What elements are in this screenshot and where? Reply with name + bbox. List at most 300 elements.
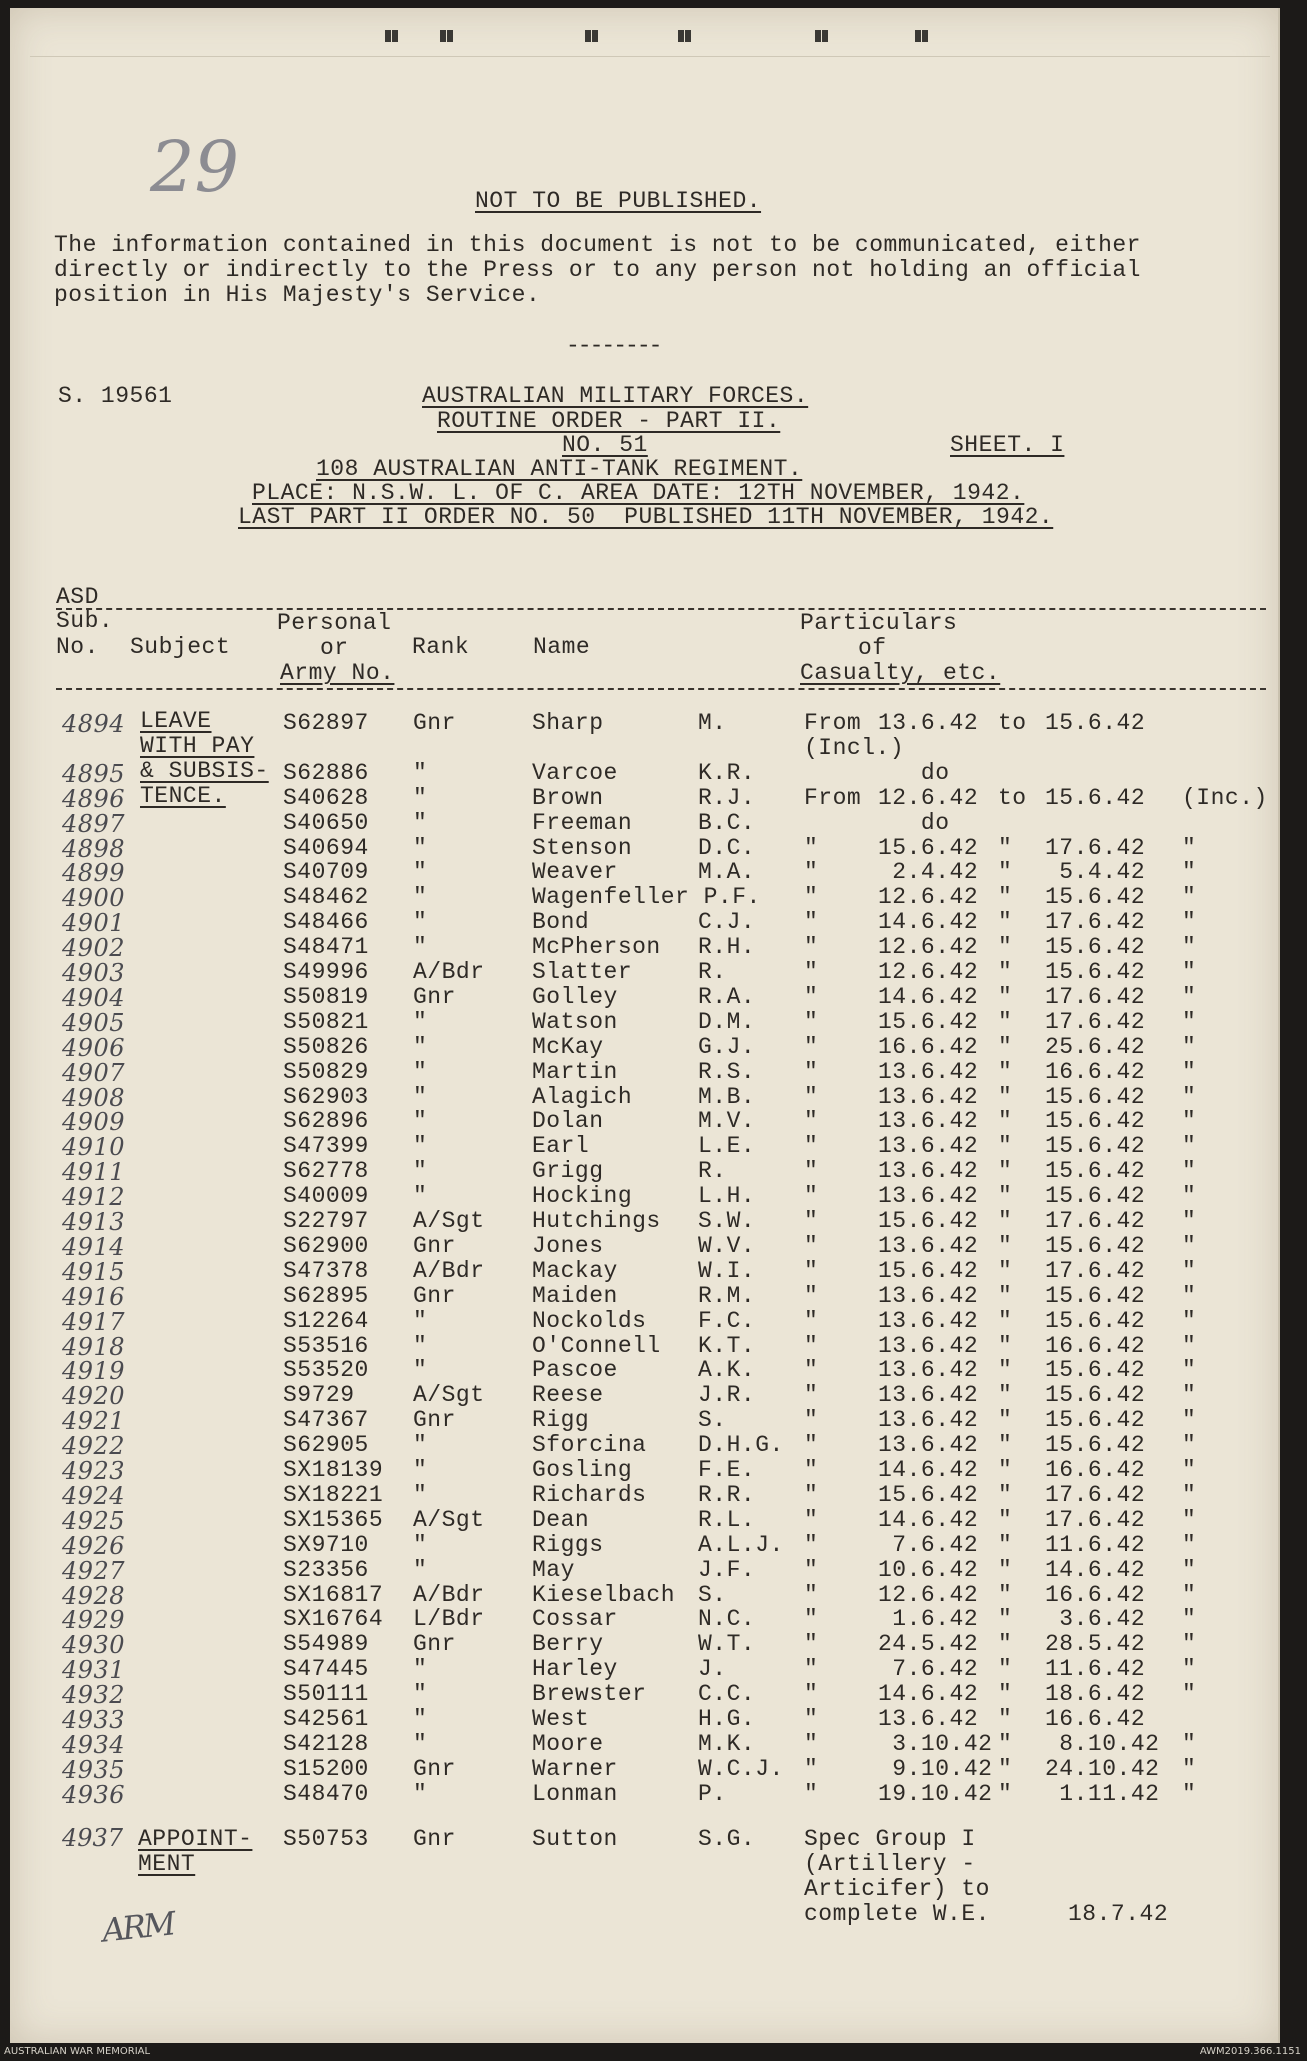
- surname: Stenson: [532, 834, 633, 861]
- rank: ": [413, 759, 428, 786]
- initials: N.C.: [698, 1606, 756, 1633]
- subject-line: LEAVE: [140, 708, 212, 734]
- to-label: ": [998, 1481, 1013, 1508]
- to-label: ": [998, 1606, 1013, 1633]
- from-label: From: [804, 710, 862, 736]
- army-number: S40628: [283, 784, 369, 811]
- to-date: 16.6.42: [1045, 1058, 1146, 1085]
- sub-number: 4925: [62, 1506, 126, 1535]
- to-label: ": [998, 1033, 1013, 1060]
- surname: Richards: [532, 1481, 647, 1508]
- footer-credit: AUSTRALIAN WAR MEMORIAL: [4, 2046, 151, 2057]
- army-number: SX9710: [283, 1531, 369, 1558]
- from-label: ": [804, 1457, 819, 1483]
- to-label: ": [998, 859, 1013, 886]
- sub-number: 4897: [62, 809, 126, 838]
- from-label: ": [804, 884, 819, 911]
- to-label: ": [998, 1332, 1013, 1359]
- army-number: S40709: [283, 859, 369, 886]
- surname: Grigg: [532, 1158, 604, 1185]
- surname: Cossar: [532, 1606, 618, 1633]
- surname: McPherson: [532, 934, 661, 961]
- sub-number: 4902: [62, 934, 126, 963]
- punch-hole: [447, 30, 453, 42]
- from-date: 13.6.42: [878, 1382, 979, 1409]
- inclusive-mark: ": [1182, 1108, 1197, 1135]
- from-date: 13.6.42: [878, 1307, 979, 1334]
- inclusive-mark: ": [1182, 1457, 1197, 1483]
- to-date: 17.6.42: [1045, 1208, 1146, 1234]
- army-number: S23356: [283, 1556, 369, 1583]
- table-row: [10, 1058, 1280, 1087]
- table-row: [10, 1357, 1280, 1386]
- sub-number: 4934: [62, 1730, 126, 1759]
- initials: W.C.J.: [698, 1755, 784, 1782]
- surname: Berry: [532, 1631, 604, 1658]
- surname: Maiden: [532, 1282, 618, 1309]
- table-row: [10, 1133, 1280, 1162]
- sub-number: 4915: [62, 1257, 126, 1286]
- to-label: ": [998, 1730, 1013, 1757]
- sub-number: 4898: [62, 834, 126, 863]
- initials: J.F.: [698, 1556, 756, 1583]
- table-row: [10, 1780, 1280, 1809]
- table-row: [10, 1581, 1280, 1610]
- surname: Kieselbach: [532, 1581, 676, 1608]
- rank: Gnr: [413, 1282, 456, 1309]
- from-label: From: [804, 784, 862, 811]
- army-number: S47399: [283, 1133, 369, 1160]
- to-label: ": [998, 1108, 1013, 1135]
- army-number: S50821: [283, 1008, 369, 1035]
- from-label: ": [804, 1332, 819, 1359]
- table-row: [10, 1681, 1280, 1710]
- to-date: 15.6.42: [1045, 1232, 1146, 1259]
- from-label: ": [804, 1307, 819, 1334]
- from-label: ": [804, 1158, 819, 1185]
- from-label: ": [804, 1531, 819, 1558]
- sub-number: 4919: [62, 1357, 126, 1386]
- appointment-date: 18.7.42: [1068, 1901, 1169, 1927]
- to-label: ": [998, 1232, 1013, 1259]
- to-label: ": [998, 1631, 1013, 1658]
- from-label: ": [804, 1656, 819, 1683]
- sub-number: 4905: [62, 1008, 126, 1037]
- rank: ": [413, 1706, 428, 1732]
- inclusive-mark: ": [1182, 1307, 1197, 1334]
- from-label: ": [804, 1108, 819, 1135]
- to-label: ": [998, 1706, 1013, 1732]
- to-label: to: [998, 710, 1027, 736]
- table-row: [10, 1432, 1280, 1461]
- surname: Dolan: [532, 1108, 604, 1135]
- inclusive-mark: ": [1182, 1282, 1197, 1309]
- to-label: ": [998, 1282, 1013, 1309]
- table-row: [10, 735, 1280, 760]
- to-label: ": [998, 959, 1013, 985]
- header-or: or: [320, 635, 349, 661]
- sub-number: 4909: [62, 1108, 126, 1137]
- reference-number: S. 19561: [58, 383, 173, 409]
- surname: Watson: [532, 1008, 618, 1035]
- from-date: 15.6.42: [878, 1208, 979, 1234]
- initials: F.E.: [698, 1457, 756, 1483]
- surname: Golley: [532, 983, 618, 1010]
- to-date: 15.6.42: [1045, 1133, 1146, 1160]
- inclusive-mark: ": [1182, 959, 1197, 985]
- inclusive-mark: ": [1182, 1481, 1197, 1508]
- subject-line: MENT: [138, 1851, 196, 1877]
- table-row: [10, 1755, 1280, 1784]
- from-date: 9.10.42: [878, 1755, 993, 1782]
- rank: ": [413, 1780, 428, 1807]
- footer-bar: [0, 2044, 1307, 2061]
- sub-number: 4910: [62, 1133, 126, 1162]
- sub-number: 4926: [62, 1531, 126, 1560]
- to-label: ": [998, 1681, 1013, 1708]
- to-date: 15.6.42: [1045, 784, 1146, 811]
- to-date: 17.6.42: [1045, 1257, 1146, 1284]
- rank: A/Sgt: [413, 1382, 485, 1409]
- from-label: ": [804, 1382, 819, 1409]
- surname: Freeman: [532, 809, 633, 836]
- table-row: [10, 1656, 1280, 1685]
- rank: Gnr: [413, 1407, 456, 1434]
- from-date: 13.6.42: [878, 1706, 979, 1732]
- sub-number: 4937: [62, 1824, 124, 1852]
- to-label: ": [998, 1133, 1013, 1160]
- from-date: 15.6.42: [878, 1008, 979, 1035]
- surname: Sutton: [532, 1826, 618, 1852]
- inclusive-mark: ": [1182, 1208, 1197, 1234]
- rank: ": [413, 859, 428, 886]
- initials: W.V.: [698, 1232, 756, 1259]
- surname: O'Connell: [532, 1332, 661, 1359]
- header-name: Name: [533, 634, 591, 660]
- surname: Riggs: [532, 1531, 604, 1558]
- inclusive-mark: ": [1182, 1730, 1197, 1757]
- table-row: [10, 1108, 1280, 1137]
- army-number: S42128: [283, 1730, 369, 1757]
- inclusive-mark: ": [1182, 1058, 1197, 1085]
- sub-number: 4924: [62, 1481, 126, 1510]
- inclusive-mark: ": [1182, 1332, 1197, 1359]
- inclusive-mark: ": [1182, 934, 1197, 961]
- table-row: [10, 983, 1280, 1012]
- initials: W.I.: [698, 1257, 756, 1284]
- rank: ": [413, 1083, 428, 1110]
- to-label: ": [998, 1407, 1013, 1434]
- from-label: ": [804, 1008, 819, 1035]
- to-date: 15.6.42: [1045, 710, 1146, 736]
- table-row: [10, 1307, 1280, 1336]
- from-date: 13.6.42: [878, 1108, 979, 1135]
- inclusive-mark: ": [1182, 909, 1197, 936]
- army-number: S50826: [283, 1033, 369, 1060]
- initials: C.C.: [698, 1681, 756, 1708]
- to-date: 17.6.42: [1045, 834, 1146, 861]
- initials: L.E.: [698, 1133, 756, 1160]
- header-particulars: Particulars: [800, 610, 958, 636]
- surname: Martin: [532, 1058, 618, 1085]
- sub-number: 4917: [62, 1307, 126, 1336]
- initials: R.M.: [698, 1282, 756, 1309]
- from-date: 2.4.42: [878, 859, 979, 886]
- order-number: NO. 51: [562, 432, 648, 458]
- to-date: 1.11.42: [1045, 1780, 1160, 1807]
- army-number: S49996: [283, 959, 369, 985]
- from-label: ": [804, 1083, 819, 1110]
- rank: ": [413, 934, 428, 961]
- from-date: 14.6.42: [878, 909, 979, 936]
- table-row: [10, 1481, 1280, 1510]
- to-date: 5.4.42: [1045, 859, 1146, 886]
- separator-dashes: --------: [566, 333, 661, 359]
- punch-hole: [922, 30, 928, 42]
- army-number: S62896: [283, 1108, 369, 1135]
- army-number: S47378: [283, 1257, 369, 1284]
- army-number: S50819: [283, 983, 369, 1010]
- table-row: [10, 1158, 1280, 1187]
- from-label: ": [804, 1780, 819, 1807]
- header-rank: Rank: [412, 634, 470, 660]
- from-label: ": [804, 1208, 819, 1234]
- initials: M.K.: [698, 1730, 756, 1757]
- inclusive-mark: ": [1182, 1631, 1197, 1658]
- inclusive-mark: ": [1182, 1780, 1197, 1807]
- from-date: do: [878, 759, 950, 786]
- to-date: 16.6.42: [1045, 1332, 1146, 1359]
- surname: Hocking: [532, 1183, 633, 1210]
- sub-number: 4914: [62, 1232, 126, 1261]
- header-sub: Sub.: [56, 608, 114, 634]
- inclusive-mark: ": [1182, 1755, 1197, 1782]
- from-label: ": [804, 1481, 819, 1508]
- sub-number: 4911: [62, 1158, 126, 1187]
- particulars-line: Articifer) to: [804, 1876, 990, 1902]
- to-label: ": [998, 1506, 1013, 1533]
- to-label: ": [998, 1581, 1013, 1608]
- to-date: 18.6.42: [1045, 1681, 1146, 1708]
- rank: ": [413, 1681, 428, 1708]
- inclusive-mark: ": [1182, 1008, 1197, 1035]
- table-row: [10, 1606, 1280, 1635]
- particulars-line: complete W.E.: [804, 1901, 990, 1927]
- initials: S.G.: [698, 1826, 756, 1852]
- to-date: 24.10.42: [1045, 1755, 1160, 1782]
- inclusive-mark: ": [1182, 1606, 1197, 1633]
- initials: C.J.: [698, 909, 756, 936]
- from-date: 16.6.42: [878, 1033, 979, 1060]
- from-date: 13.6.42: [878, 1158, 979, 1185]
- army-number: SX15365: [283, 1506, 384, 1533]
- initials: S.W.: [698, 1208, 756, 1234]
- army-number: S53516: [283, 1332, 369, 1359]
- initials: R.H.: [698, 934, 756, 961]
- inclusive-mark: ": [1182, 1133, 1197, 1160]
- sub-number: 4923: [62, 1457, 126, 1485]
- initials: W.T.: [698, 1631, 756, 1658]
- army-number: S15200: [283, 1755, 369, 1782]
- rank: ": [413, 1008, 428, 1035]
- table-row: [10, 934, 1280, 963]
- surname: Rigg: [532, 1407, 590, 1434]
- to-date: 25.6.42: [1045, 1033, 1146, 1060]
- from-date: 12.6.42: [878, 934, 979, 961]
- rank: ": [413, 1457, 428, 1483]
- rank: Gnr: [413, 710, 456, 736]
- army-number: S62903: [283, 1083, 369, 1110]
- table-row: [10, 1556, 1280, 1585]
- from-label: ": [804, 1033, 819, 1060]
- surname: Brewster: [532, 1681, 647, 1708]
- header-rule: [56, 608, 1266, 610]
- surname: McKay: [532, 1033, 604, 1060]
- table-row: [10, 1208, 1280, 1236]
- header-army-no: Army No.: [280, 660, 395, 686]
- rank: Gnr: [413, 1826, 456, 1852]
- surname: Sharp: [532, 710, 604, 736]
- punch-hole: [392, 30, 398, 42]
- army-number: S62905: [283, 1432, 369, 1459]
- surname: Earl: [532, 1133, 590, 1160]
- rank: ": [413, 1108, 428, 1135]
- initials: A.K.: [698, 1357, 756, 1384]
- army-number: S50829: [283, 1058, 369, 1085]
- to-date: 17.6.42: [1045, 1008, 1146, 1035]
- from-label: ": [804, 1432, 819, 1459]
- army-number: S62778: [283, 1158, 369, 1185]
- to-date: 16.6.42: [1045, 1457, 1146, 1483]
- to-label: ": [998, 1158, 1013, 1185]
- surname: Mackay: [532, 1257, 618, 1284]
- initials: F.C.: [698, 1307, 756, 1334]
- document-sheet: [10, 8, 1280, 2043]
- table-row: [10, 710, 1280, 738]
- subject-line: & SUBSIS-: [140, 758, 269, 784]
- sub-number: 4895: [62, 759, 126, 788]
- to-label: ": [998, 1432, 1013, 1459]
- initials: M.: [698, 710, 727, 736]
- army-number: S62900: [283, 1232, 369, 1259]
- surname: Hutchings: [532, 1208, 661, 1234]
- from-label: ": [804, 1282, 819, 1309]
- initials: S.: [698, 1407, 727, 1434]
- inclusive-mark: ": [1182, 1531, 1197, 1558]
- rank: ": [413, 1531, 428, 1558]
- rank: ": [413, 884, 428, 911]
- initials: M.A.: [698, 859, 756, 886]
- from-date: 10.6.42: [878, 1556, 979, 1583]
- army-number: S62886: [283, 759, 369, 786]
- army-number: S62897: [283, 710, 369, 736]
- initials: J.R.: [698, 1382, 756, 1409]
- surname: Weaver: [532, 859, 618, 886]
- from-label: ": [804, 1706, 819, 1732]
- notice-line: The information contained in this document is not to be communicated, either: [54, 232, 1141, 258]
- header-subject: Subject: [130, 634, 231, 660]
- initials: M.V.: [698, 1108, 756, 1135]
- last-order: LAST PART II ORDER NO. 50 PUBLISHED 11TH NOVEMBER, 1942.: [238, 504, 1054, 530]
- army-number: S48466: [283, 909, 369, 936]
- to-date: 15.6.42: [1045, 1307, 1146, 1334]
- title-line-routine-order: ROUTINE ORDER - PART II.: [437, 408, 781, 434]
- header-rule: [56, 688, 1266, 690]
- from-label: ": [804, 859, 819, 886]
- to-date: 8.10.42: [1045, 1730, 1160, 1757]
- table-row: [10, 834, 1280, 863]
- from-label: ": [804, 1183, 819, 1210]
- initials: R.J.: [698, 784, 756, 811]
- to-label: ": [998, 983, 1013, 1010]
- to-label: ": [998, 834, 1013, 861]
- rank: ": [413, 1730, 428, 1757]
- from-label: ": [804, 1631, 819, 1658]
- table-row: [10, 1332, 1280, 1361]
- initials: R.S.: [698, 1058, 756, 1085]
- initials: R.L.: [698, 1506, 756, 1533]
- initials: R.: [698, 959, 727, 985]
- header-asd: ASD: [56, 584, 99, 610]
- surname: Bond: [532, 909, 590, 936]
- sub-number: 4921: [62, 1407, 126, 1436]
- rank: A/Sgt: [413, 1208, 485, 1234]
- to-date: 15.6.42: [1045, 959, 1146, 985]
- from-label: ": [804, 1581, 819, 1608]
- table-row: [10, 859, 1280, 888]
- surname: Gosling: [532, 1457, 633, 1483]
- sub-number: 4906: [62, 1033, 126, 1062]
- table-row: [10, 1183, 1280, 1212]
- to-date: 17.6.42: [1045, 983, 1146, 1010]
- inclusive-mark: ": [1182, 1432, 1197, 1459]
- army-number: S42561: [283, 1706, 369, 1732]
- to-label: ": [998, 1531, 1013, 1558]
- rank: Gnr: [413, 1631, 456, 1658]
- inclusive-mark: ": [1182, 859, 1197, 886]
- surname: Alagich: [532, 1083, 633, 1110]
- initials: M.B.: [698, 1083, 756, 1110]
- from-label: ": [804, 1681, 819, 1708]
- sheet-number: SHEET. I: [950, 432, 1065, 458]
- surname: Brown: [532, 784, 604, 811]
- sub-number: 4900: [62, 884, 126, 913]
- subject-line: WITH PAY: [140, 733, 255, 759]
- to-label: ": [998, 1257, 1013, 1284]
- army-number: S40009: [283, 1183, 369, 1210]
- from-date: 13.6.42: [878, 1083, 979, 1110]
- army-number: S62895: [283, 1282, 369, 1309]
- table-row: [10, 1257, 1280, 1286]
- from-label: ": [804, 1506, 819, 1533]
- rank: L/Bdr: [413, 1606, 485, 1633]
- from-label: ": [804, 1556, 819, 1583]
- punch-hole: [385, 30, 391, 42]
- inclusive-mark: ": [1182, 884, 1197, 911]
- initials: P.: [698, 1780, 727, 1807]
- table-row: [10, 1033, 1280, 1062]
- from-label: ": [804, 1755, 819, 1782]
- to-date: 15.6.42: [1045, 1382, 1146, 1409]
- sub-number: 4899: [62, 859, 126, 888]
- surname: Jones: [532, 1232, 604, 1259]
- from-label: ": [804, 909, 819, 936]
- to-label: ": [998, 909, 1013, 936]
- from-date: 14.6.42: [878, 1457, 979, 1483]
- sub-number: 4931: [62, 1656, 126, 1685]
- from-date: 12.6.42: [878, 784, 979, 811]
- sub-number: 4913: [62, 1208, 126, 1236]
